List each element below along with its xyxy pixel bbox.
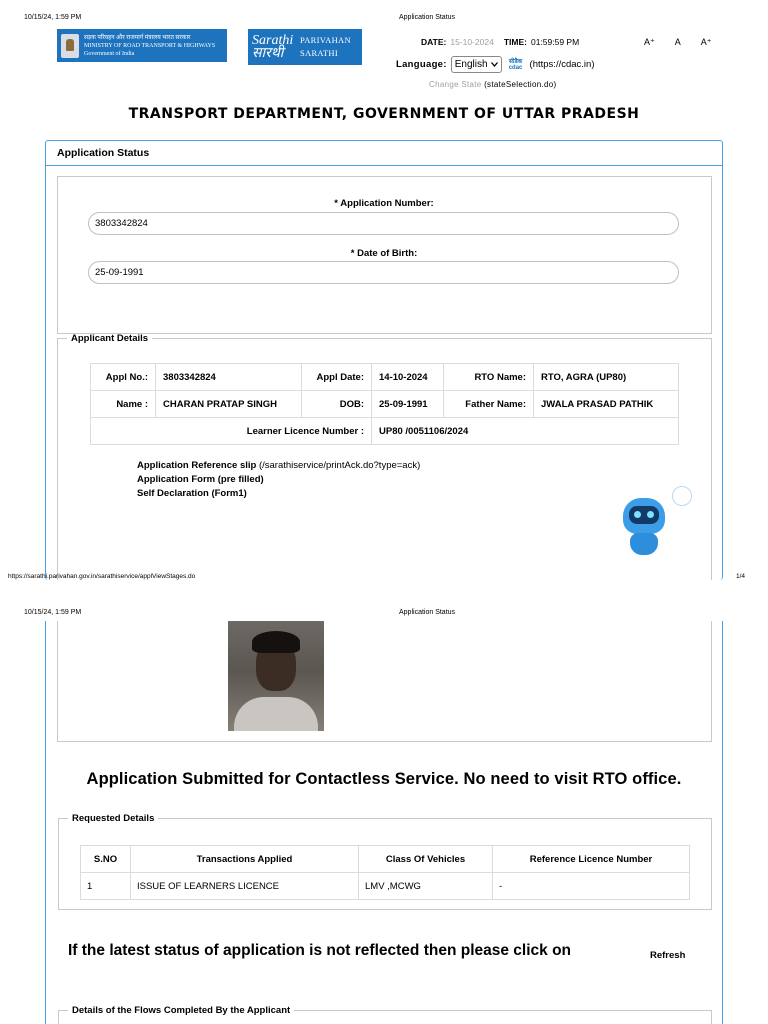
page-break	[0, 580, 768, 600]
sarathi-line1: PARIVAHAN	[300, 35, 351, 45]
robot-eye	[647, 511, 654, 518]
dob-detail-value: 25-09-1991	[372, 391, 444, 418]
font-normal-button[interactable]: A	[674, 37, 681, 47]
time-value: 01:59:59 PM	[530, 37, 580, 47]
date-value: 15-10-2024	[450, 37, 494, 47]
dob-label: * Date of Birth:	[350, 248, 418, 259]
photo-hair	[252, 631, 300, 653]
ministry-govt-text: Government of India	[84, 50, 135, 57]
print-title: Application Status	[399, 14, 456, 21]
name-value: CHARAN PRATAP SINGH	[156, 391, 302, 418]
rto-name-value: RTO, AGRA (UP80)	[534, 364, 679, 391]
date-label: DATE:	[421, 37, 447, 47]
chat-bubble-icon	[672, 486, 692, 506]
appl-date-value: 14-10-2024	[372, 364, 444, 391]
ministry-logo[interactable]	[57, 29, 227, 62]
appl-no-label: Appl No.:	[91, 364, 156, 391]
cell-vehicle-class: LMV ,MCWG	[359, 873, 493, 900]
applicant-details-group-cont	[57, 621, 712, 742]
language-row	[396, 56, 595, 73]
panel-title: Application Status	[46, 141, 722, 166]
refresh-message: If the latest status of application is not reflected then please click on	[68, 942, 572, 959]
department-title: TRANSPORT DEPARTMENT, GOVERNMENT OF UTTAR PRADESH	[128, 106, 640, 122]
font-large-button[interactable]: A⁺	[700, 37, 712, 47]
flows-completed-legend: Details of the Flows Completed By the Applicant	[72, 1005, 291, 1016]
application-form-link[interactable]: Application Form (pre filled)	[137, 474, 264, 485]
print-footer-url: https://sarathi.parivahan.gov.in/sarathiservice/applViewStages.do	[8, 573, 196, 580]
print-title-page2: Application Status	[399, 609, 456, 616]
table-header-row	[81, 846, 690, 873]
dob-input[interactable]: 25-09-1991	[88, 261, 679, 284]
ministry-english-text: MINISTRY OF ROAD TRANSPORT & HIGHWAYS	[84, 42, 216, 49]
document-links	[137, 459, 420, 501]
applicant-details-legend: Applicant Details	[71, 333, 149, 344]
column-header-reference-licence: Reference Licence Number	[493, 846, 690, 873]
applicant-photo	[228, 621, 324, 731]
robot-eye	[634, 511, 641, 518]
table-row	[91, 391, 679, 418]
flows-completed-group	[58, 1005, 712, 1024]
print-datetime-page2: 10/15/24, 1:59 PM	[24, 609, 82, 616]
application-number-input[interactable]: 3803342824	[88, 212, 679, 235]
date-time	[421, 37, 579, 47]
chatbot-icon[interactable]	[619, 486, 695, 558]
column-header-transactions: Transactions Applied	[131, 846, 359, 873]
column-header-sno: S.NO	[81, 846, 131, 873]
table-row	[81, 873, 690, 900]
sarathi-mark: Sarathi सारथी	[252, 33, 294, 61]
language-label: Language:	[396, 59, 447, 70]
print-datetime: 10/15/24, 1:59 PM	[24, 14, 82, 21]
requested-details-legend: Requested Details	[72, 813, 155, 824]
refresh-button[interactable]: Refresh	[650, 950, 686, 961]
appl-date-label: Appl Date:	[302, 364, 372, 391]
cdac-logo[interactable]: सीडैक cdac	[508, 58, 523, 71]
national-emblem-icon	[61, 34, 79, 58]
sarathi-logo[interactable]	[248, 29, 362, 65]
ministry-hindi-text: सड़क परिवहन और राजमार्ग मंत्रालय भारत सरकार	[84, 34, 191, 41]
contactless-message: Application Submitted for Contactless Service. No need to visit RTO office.	[86, 770, 682, 788]
requested-details-table	[80, 845, 690, 900]
father-name-label: Father Name:	[444, 391, 534, 418]
font-increase-button[interactable]: A⁺	[644, 37, 655, 47]
application-number-label: * Application Number:	[334, 198, 434, 209]
table-row	[91, 418, 679, 445]
time-label: TIME:	[503, 37, 527, 47]
table-row	[91, 364, 679, 391]
sarathi-line2: SARATHI	[300, 48, 338, 58]
chevron-down-icon	[491, 62, 498, 67]
robot-body	[630, 533, 658, 555]
reference-slip-text: Application Reference slip	[137, 460, 257, 471]
print-footer-page: 1/4	[736, 573, 746, 580]
photo-shirt	[234, 697, 318, 731]
cdac-link[interactable]: (https://cdac.in)	[529, 59, 595, 70]
language-select[interactable]	[451, 56, 502, 73]
column-header-vehicle-class: Class Of Vehicles	[359, 846, 493, 873]
reference-slip-url: (/sarathiservice/printAck.do?type=ack)	[258, 460, 421, 471]
father-name-value: JWALA PRASAD PATHIK	[534, 391, 679, 418]
rto-name-label: RTO Name:	[444, 364, 534, 391]
change-state-text: Change State	[429, 80, 482, 89]
cell-transaction: ISSUE OF LEARNERS LICENCE	[131, 873, 359, 900]
cell-sno: 1	[81, 873, 131, 900]
font-size-controls	[644, 37, 712, 48]
appl-no-value: 3803342824	[156, 364, 302, 391]
reference-slip-link[interactable]	[137, 459, 420, 473]
change-state-url: (stateSelection.do)	[484, 80, 557, 89]
change-state-link[interactable]	[429, 80, 556, 89]
self-declaration-link[interactable]: Self Declaration (Form1)	[137, 488, 247, 499]
cell-reference-licence: -	[493, 873, 690, 900]
dob-detail-label: DOB:	[302, 391, 372, 418]
learner-licence-label: Learner Licence Number :	[91, 418, 372, 445]
name-label: Name :	[91, 391, 156, 418]
applicant-details-table	[90, 363, 679, 445]
learner-licence-value: UP80 /0051106/2024	[372, 418, 679, 445]
language-value: English	[454, 59, 488, 70]
